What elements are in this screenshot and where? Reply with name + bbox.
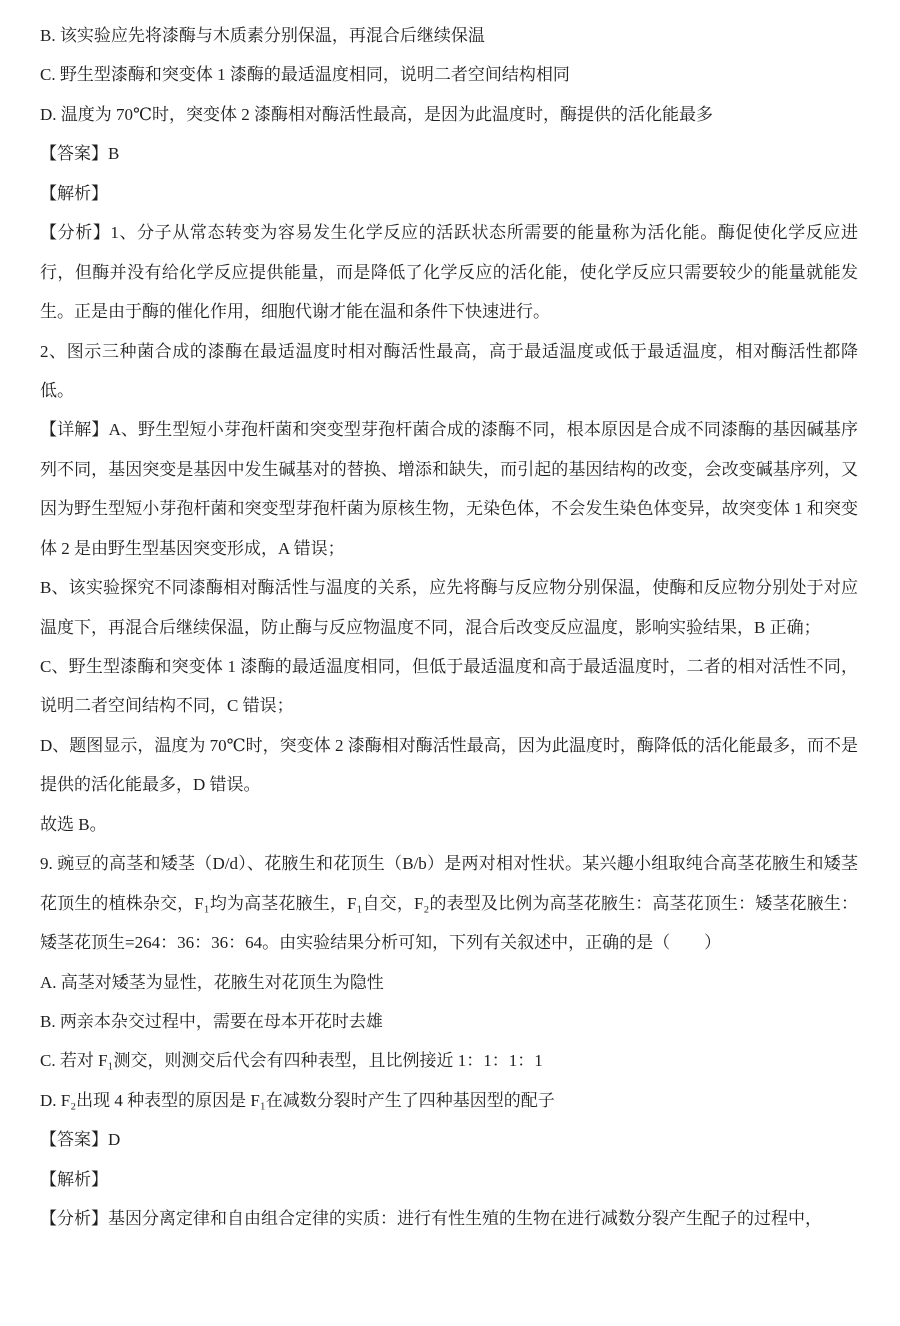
- analysis-text-q9: 【分析】基因分离定律和自由组合定律的实质：进行有性生殖的生物在进行减数分裂产生配子的过程中，: [40, 1209, 822, 1229]
- analysis-text-q8-part2: 2、图示三种菌合成的漆酶在最适温度时相对酶活性最高，高于最适温度或低于最适温度，相对酶活性都降低。: [40, 341, 858, 400]
- answer-label-q8: 【答案】B: [40, 144, 120, 164]
- detail-q8-option-c: C、野生型漆酶和突变体 1 漆酶的最适温度相同，但低于最适温度和高于最适温度时，二者的相对活性不同，说明二者空间结构不同，C 错误；: [40, 657, 858, 716]
- option-b-q9: B. 两亲本杂交过程中，需要在母本开花时去雄: [40, 1011, 383, 1031]
- analysis-header-q9: 【解析】: [40, 1169, 108, 1189]
- answer-label-q9: 【答案】D: [40, 1130, 121, 1150]
- option-a-q9: A. 高茎对矮茎为显性，花腋生对花顶生为隐性: [40, 972, 384, 992]
- question-9-stem: 9. 豌豆的高茎和矮茎（D/d）、花腋生和花顶生（B/b）是两对相对性状。某兴趣小组取纯合高茎花腋生和矮茎花顶生的植株杂交，F₁均为高茎花腋生，F₁自交，F₂的表型及比例为高茎花腋生：高茎花顶生：矮茎花腋生：矮茎花顶生=264：36：36：64。由实验结果分析可知，下列有关叙述中，正确的是（ ）: [40, 854, 858, 953]
- detail-q8-option-a: 【详解】A、野生型短小芽孢杆菌和突变型芽孢杆菌合成的漆酶不同，根本原因是合成不同漆酶的基因碱基序列不同，基因突变是基因中发生碱基对的替换、增添和缺失，而引起的基因结构的改变，会改变碱基序列，又因为野生型短小芽孢杆菌和突变型芽孢杆菌为原核生物，无染色体，不会发生染色体变异，故突变体 1 和突变体 2 是由野生型基因突变形成，A 错误；: [40, 420, 858, 558]
- analysis-text-q8-part1: 【分析】1、分子从常态转变为容易发生化学反应的活跃状态所需要的能量称为活化能。酶促使化学反应进行，但酶并没有给化学反应提供能量，而是降低了化学反应的活化能，使化学反应只需要较少的能量就能发生。正是由于酶的催化作用，细胞代谢才能在温和条件下快速进行。: [40, 223, 858, 322]
- option-b-q8: B. 该实验应先将漆酶与木质素分别保温，再混合后继续保温: [40, 26, 485, 45]
- option-c-q9: C. 若对 F₁测交，则测交后代会有四种表型，且比例接近 1：1：1：1: [40, 1051, 543, 1071]
- detail-q8-option-d: D、题图显示，温度为 70℃时，突变体 2 漆酶相对酶活性最高，因为此温度时，酶降低的活化能最多，而不是提供的活化能最多，D 错误。: [40, 735, 858, 795]
- detail-q8-option-b: B、该实验探究不同漆酶相对酶活性与温度的关系，应先将酶与反应物分别保温，使酶和反应物分别处于对应温度下，再混合后继续保温，防止酶与反应物温度不同，混合后改变反应温度，影响实验结果，B 正确；: [40, 578, 858, 637]
- option-d-q8: D. 温度为 70℃时，突变体 2 漆酶相对酶活性最高，是因为此温度时，酶提供的活化能最多: [40, 104, 714, 124]
- conclusion-q8: 故选 B。: [40, 814, 107, 834]
- analysis-header-q8: 【解析】: [40, 183, 108, 203]
- option-c-q8: C. 野生型漆酶和突变体 1 漆酶的最适温度相同，说明二者空间结构相同: [40, 65, 570, 85]
- option-d-q9: D. F₂出现 4 种表型的原因是 F₁在减数分裂时产生了四种基因型的配子: [40, 1090, 555, 1110]
